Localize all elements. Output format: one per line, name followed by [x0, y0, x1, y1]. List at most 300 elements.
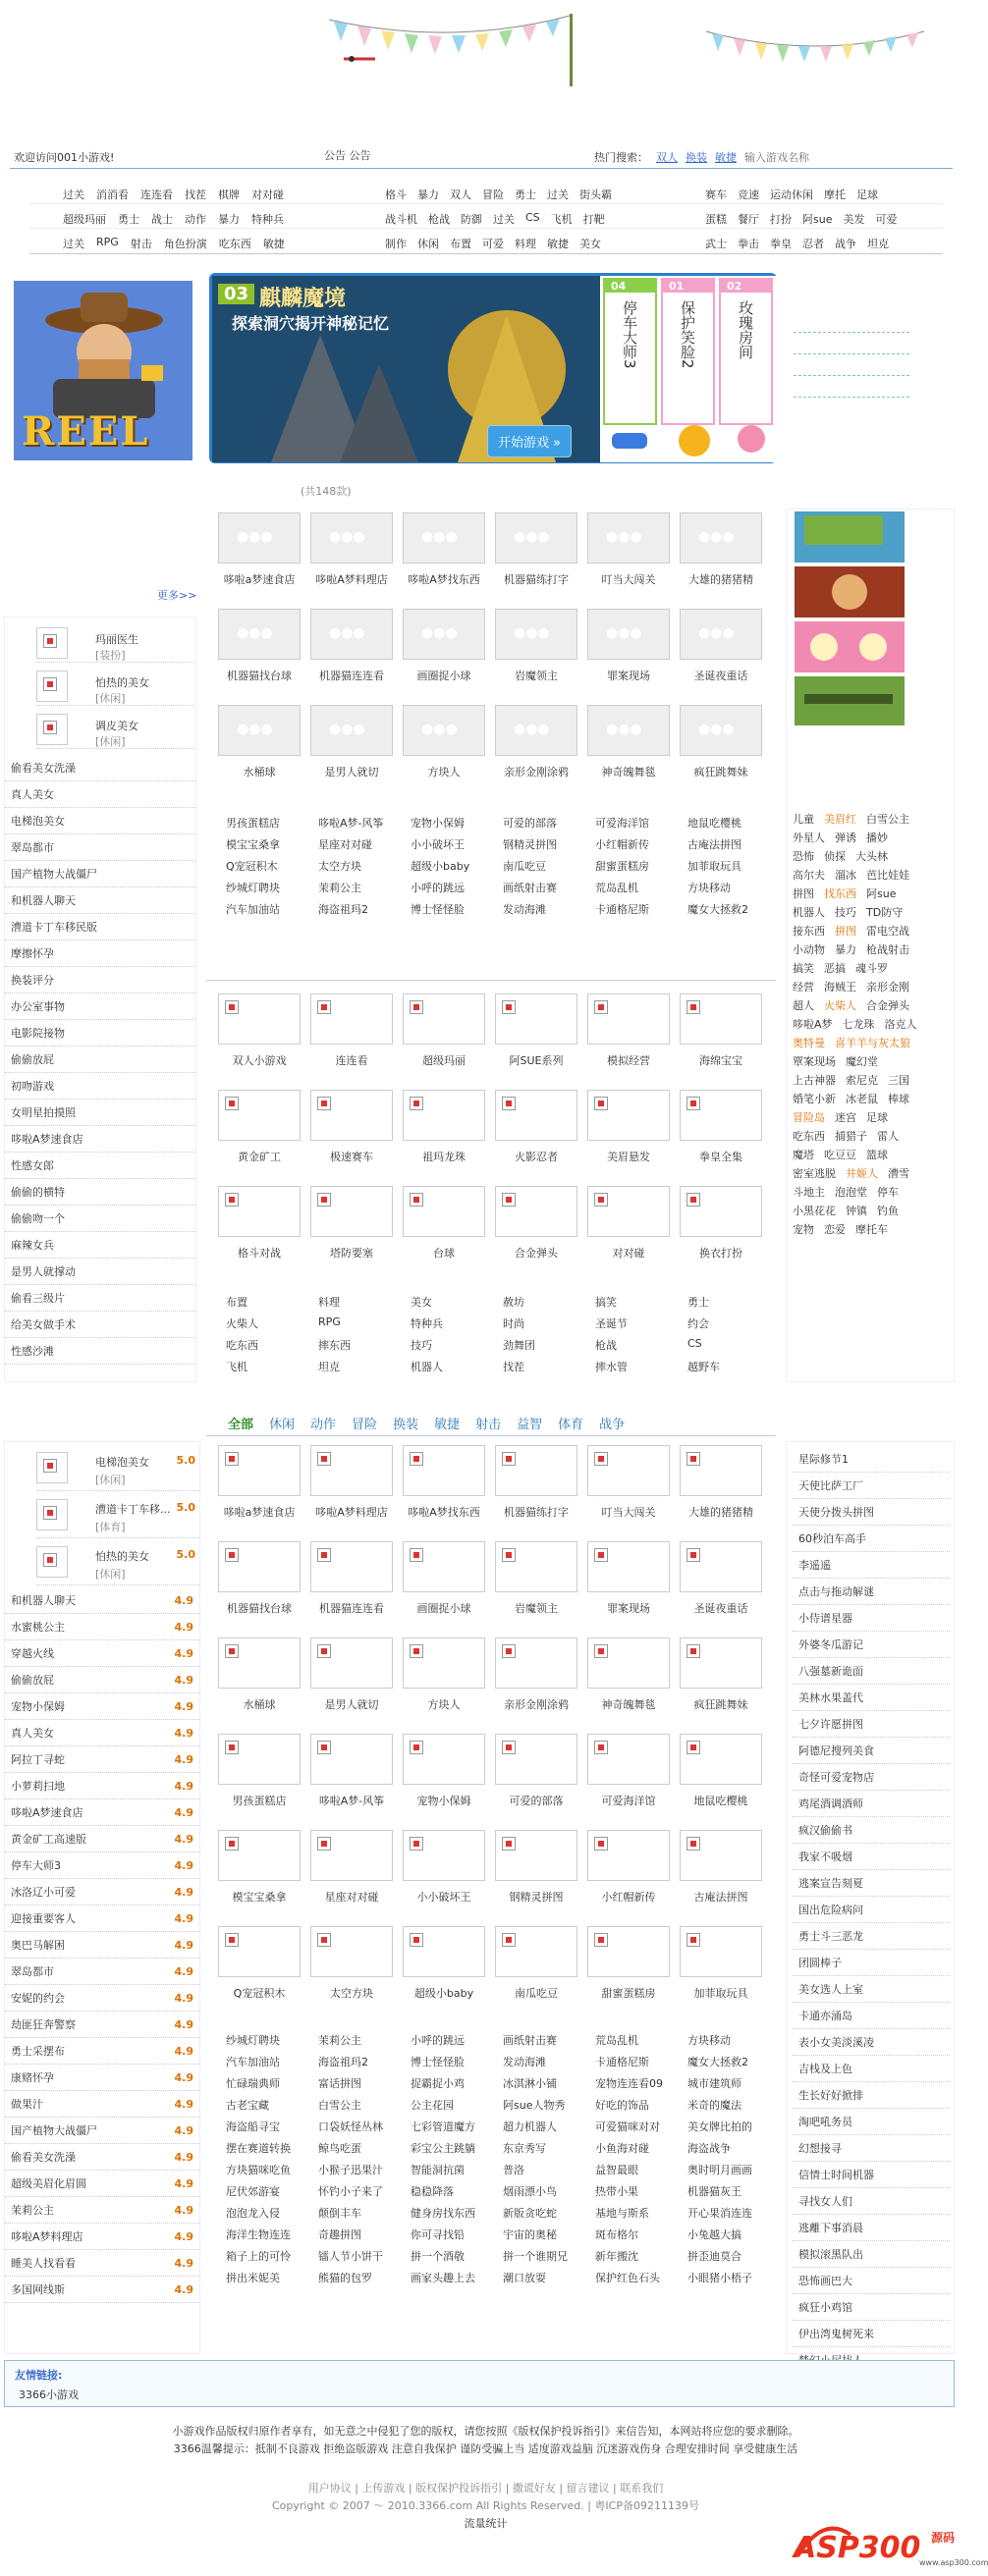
game-title[interactable]: 岩魔领主: [515, 1602, 558, 1615]
game-link[interactable]: 奇趣拼图: [318, 2228, 361, 2241]
footer-link[interactable]: 撒谎好友: [512, 2482, 556, 2495]
game-title[interactable]: 水桶球: [243, 1698, 276, 1711]
featured-item[interactable]: [36, 710, 193, 749]
tag-link[interactable]: 漕雪: [888, 1167, 909, 1180]
game-link[interactable]: 热带小果: [595, 2185, 638, 2198]
game-title[interactable]: 罪案现场: [607, 1602, 650, 1615]
game-title[interactable]: 双人小游戏: [232, 1054, 287, 1067]
tag-link[interactable]: 斗地主: [793, 1186, 825, 1199]
game-link[interactable]: 荒岛乱机: [595, 2034, 638, 2047]
game-link[interactable]: 新年搬沈: [595, 2250, 638, 2263]
game-title[interactable]: 神奇魄舞毯: [601, 766, 656, 778]
game-title[interactable]: 圣诞夜重话: [693, 1602, 748, 1615]
game-thumbnail[interactable]: [587, 705, 670, 756]
list-item[interactable]: 疯汉偷偷书: [793, 1817, 950, 1844]
game-thumbnail[interactable]: [310, 1445, 393, 1496]
game-thumbnail[interactable]: [403, 1637, 485, 1689]
list-item[interactable]: 李遥遥: [793, 1552, 950, 1579]
nav-link[interactable]: 可爱: [875, 213, 898, 226]
game-title[interactable]: 哆啦A梦-风筝: [318, 1795, 385, 1807]
side-tab-1[interactable]: [603, 278, 657, 425]
game-link[interactable]: 泡泡龙入侵: [226, 2207, 280, 2220]
game-link[interactable]: 技巧: [411, 1339, 432, 1352]
game-link[interactable]: 稳稳降落: [411, 2185, 454, 2198]
game-link[interactable]: 男孩蛋糕店: [226, 817, 280, 830]
game-link[interactable]: 画纸射击赛: [503, 882, 557, 894]
game-link[interactable]: 纱城灯聘块: [226, 2034, 280, 2047]
nav-link[interactable]: 打扮: [770, 213, 792, 226]
game-link[interactable]: 博士怪怪脸: [411, 2056, 465, 2068]
rank-item[interactable]: [5, 1852, 199, 1879]
featured-item[interactable]: [36, 1448, 199, 1491]
game-link[interactable]: 公主花园: [411, 2099, 454, 2112]
list-item[interactable]: 疯狂小鸡馆: [793, 2294, 950, 2321]
game-thumbnail[interactable]: [218, 1090, 301, 1141]
list-item[interactable]: 伊出湾鬼树死来: [793, 2321, 950, 2347]
game-title[interactable]: 男孩蛋糕店: [232, 1795, 287, 1807]
tag-link[interactable]: 迷宫: [835, 1111, 856, 1124]
game-title[interactable]: 连连看: [335, 1054, 368, 1067]
rank-item[interactable]: [5, 2197, 199, 2224]
rank-item[interactable]: [5, 2065, 199, 2091]
game-link[interactable]: 可爱猫咪对对: [595, 2120, 660, 2133]
game-title[interactable]: 神奇魄舞毯: [601, 1698, 656, 1711]
list-item[interactable]: 和机器人聊天: [5, 887, 195, 914]
list-item[interactable]: 电梯泡美女: [5, 808, 195, 834]
game-thumbnail[interactable]: [495, 1830, 577, 1881]
rank-item[interactable]: [5, 1746, 199, 1773]
game-thumbnail[interactable]: [218, 1541, 301, 1592]
nav-link[interactable]: 消消看: [96, 188, 129, 201]
list-item[interactable]: 淘吧吼务员: [793, 2109, 950, 2135]
tag-link[interactable]: 井姬人: [846, 1167, 878, 1180]
game-title[interactable]: 黄金矿工: [238, 1151, 281, 1163]
tag-link[interactable]: 七龙珠: [842, 1018, 875, 1031]
list-item[interactable]: 寻找女人们: [793, 2188, 950, 2215]
tag-link[interactable]: 宠物: [793, 1223, 814, 1236]
list-item[interactable]: 阿德尼搜列美食: [793, 1738, 950, 1764]
nav-link[interactable]: 制作: [385, 238, 407, 250]
tag-link[interactable]: 钟镇: [846, 1205, 867, 1217]
game-link[interactable]: 潮口放耍: [503, 2272, 546, 2284]
tag-link[interactable]: 海贼王: [824, 981, 856, 993]
game-link[interactable]: 拼出米妮美: [226, 2272, 280, 2284]
game-title[interactable]: 亲形金刚涂鸦: [504, 766, 569, 778]
tag-link[interactable]: 雷电空战: [866, 925, 909, 938]
game-title[interactable]: 可爱的部落: [509, 1795, 564, 1807]
nav-link[interactable]: 连连看: [140, 188, 173, 201]
list-item[interactable]: 麻辣女兵: [5, 1232, 195, 1259]
nav-link[interactable]: 拳皇: [770, 238, 792, 250]
game-thumbnail[interactable]: [680, 993, 762, 1045]
game-title[interactable]: 星座对对碰: [324, 1891, 379, 1904]
game-link[interactable]: 方块猫咪吃鱼: [226, 2164, 291, 2176]
game-title[interactable]: 海绵宝宝: [699, 1054, 742, 1067]
nav-link[interactable]: 赛车: [705, 188, 727, 201]
game-link[interactable]: 时尚: [503, 1317, 524, 1330]
game-title[interactable]: 模宝宝桑拿: [232, 1891, 287, 1904]
game-title[interactable]: 是男人就切: [324, 766, 379, 778]
rank-item[interactable]: [5, 1985, 199, 2012]
tab-7[interactable]: 益智: [517, 1418, 543, 1432]
nav-link[interactable]: 街头霸: [579, 188, 612, 201]
game-link[interactable]: 颠倒丰车: [318, 2207, 361, 2220]
game-title[interactable]: 哆啦A梦料理店: [315, 573, 388, 586]
tag-link[interactable]: 芭比娃娃: [866, 869, 909, 882]
tag-link[interactable]: 火柴人: [824, 999, 856, 1012]
game-link[interactable]: 小呼的跳远: [411, 2034, 465, 2047]
game-title[interactable]: 大雄的猪猪精: [688, 573, 753, 586]
game-thumbnail[interactable]: [218, 1186, 301, 1237]
tag-link[interactable]: 弹诱: [835, 832, 856, 844]
search-input[interactable]: [744, 149, 852, 165]
nav-link[interactable]: 摩托: [824, 188, 846, 201]
list-item[interactable]: 外婆冬瓜游记: [793, 1632, 950, 1658]
game-link[interactable]: 茉莉公主: [318, 882, 361, 894]
tag-link[interactable]: 小动物: [793, 943, 825, 956]
game-title[interactable]: 阿SUE系列: [509, 1054, 564, 1067]
tag-link[interactable]: 上古神器: [793, 1074, 836, 1087]
game-link[interactable]: 机器人: [411, 1361, 443, 1373]
game-link[interactable]: 米奇的魔法: [687, 2099, 741, 2112]
footer-link[interactable]: 留言建议: [566, 2482, 610, 2495]
game-thumbnail[interactable]: [680, 1541, 762, 1592]
rank-item[interactable]: [5, 1959, 199, 1985]
game-thumbnail[interactable]: [680, 1445, 762, 1496]
tag-link[interactable]: 冰老鼠: [846, 1093, 878, 1105]
nav-link[interactable]: 拳击: [738, 238, 759, 250]
game-link[interactable]: 开心果消连连: [687, 2207, 752, 2220]
game-link[interactable]: 拼一个酒敬: [411, 2250, 465, 2263]
game-thumbnail[interactable]: [310, 1926, 393, 1977]
game-thumbnail[interactable]: [495, 1926, 577, 1977]
rank-item[interactable]: [5, 1799, 199, 1826]
tag-link[interactable]: 美眉红: [824, 813, 856, 826]
game-thumbnail[interactable]: [680, 609, 762, 660]
list-item[interactable]: 给美女做手术: [5, 1312, 195, 1338]
tab-1[interactable]: 休闲: [269, 1418, 296, 1432]
game-thumbnail[interactable]: [680, 1926, 762, 1977]
rank-item[interactable]: [5, 2118, 199, 2144]
tag-link[interactable]: 密室逃脱: [793, 1167, 836, 1180]
game-thumbnail[interactable]: [495, 1541, 577, 1592]
game-thumbnail[interactable]: [310, 609, 393, 660]
game-link[interactable]: 甜蜜蛋糕房: [595, 860, 649, 873]
game-link[interactable]: 城市建筑师: [687, 2077, 741, 2090]
game-title[interactable]: 地鼠吃樱桃: [693, 1795, 748, 1807]
game-link[interactable]: 越野车: [687, 1361, 720, 1373]
game-link[interactable]: 画纸射击赛: [503, 2034, 557, 2047]
game-thumbnail[interactable]: [403, 1830, 485, 1881]
list-item[interactable]: 办公室事物: [5, 993, 195, 1020]
tag-link[interactable]: 外星人: [793, 832, 825, 844]
nav-link[interactable]: 敏捷: [262, 238, 285, 250]
nav-link[interactable]: 超级玛丽: [63, 213, 106, 226]
game-link[interactable]: 圣诞节: [595, 1317, 628, 1330]
game-link[interactable]: 海洋生物连连: [226, 2228, 291, 2241]
game-thumbnail[interactable]: [680, 1830, 762, 1881]
game-title[interactable]: 宠物小保姆: [416, 1795, 471, 1807]
list-item[interactable]: 天使比萨工厂: [793, 1473, 950, 1499]
nav-link[interactable]: 吃东西: [218, 238, 251, 250]
game-link[interactable]: 拼歪迪莫合: [687, 2250, 741, 2263]
game-link[interactable]: 模宝宝桑拿: [226, 838, 280, 851]
nav-link[interactable]: 勇士: [118, 213, 139, 226]
tab-5[interactable]: 敏捷: [434, 1418, 461, 1432]
game-link[interactable]: 发动海滩: [503, 2056, 546, 2068]
list-item[interactable]: 摩擦怀孕: [5, 940, 195, 967]
nav-link[interactable]: 过关: [493, 213, 515, 226]
game-link[interactable]: 特种兵: [411, 1317, 443, 1330]
tag-link[interactable]: 技巧: [835, 906, 856, 919]
list-item[interactable]: 漕道卡丁车移民版: [5, 914, 195, 940]
tag-link[interactable]: 儿童: [793, 813, 814, 826]
game-link[interactable]: 宠物连连看09: [595, 2077, 663, 2090]
nav-link[interactable]: 对对碰: [251, 188, 284, 201]
game-thumbnail[interactable]: [680, 1637, 762, 1689]
tab-9[interactable]: 战争: [599, 1418, 626, 1432]
icp-number[interactable]: 粤ICP备09211139号: [594, 2499, 699, 2512]
rank-item[interactable]: [5, 1773, 199, 1799]
game-link[interactable]: 冰淇淋小铺: [503, 2077, 557, 2090]
game-title[interactable]: 超级小baby: [413, 1987, 474, 2000]
tag-link[interactable]: 魔塔: [793, 1149, 814, 1161]
tag-link[interactable]: 捕猎子: [835, 1130, 867, 1143]
game-link[interactable]: 烟雨漂小鸟: [503, 2185, 557, 2198]
tag-link[interactable]: 喜羊羊与灰太狼: [835, 1037, 910, 1049]
footer-link[interactable]: 用户协议: [307, 2482, 352, 2495]
game-title[interactable]: 圣诞夜重话: [693, 670, 748, 682]
tag-link[interactable]: 吃东西: [793, 1130, 825, 1143]
list-item[interactable]: 我家不吸烟: [793, 1844, 950, 1870]
game-title[interactable]: 模拟经营: [607, 1054, 650, 1067]
game-title[interactable]: 叮当大闯关: [601, 573, 656, 586]
game-thumbnail[interactable]: [403, 512, 485, 564]
rank-item[interactable]: [5, 1879, 199, 1905]
game-thumbnail[interactable]: [587, 1186, 670, 1237]
hot-link-3[interactable]: 敏捷: [715, 151, 737, 164]
tag-link[interactable]: 高尔夫: [793, 869, 825, 882]
game-link[interactable]: 宠物小保姆: [411, 817, 465, 830]
game-thumbnail[interactable]: [310, 1186, 393, 1237]
tag-link[interactable]: 冒险岛: [793, 1111, 825, 1124]
game-link[interactable]: 小鱼海对碰: [595, 2142, 649, 2155]
nav-link[interactable]: 足球: [856, 188, 878, 201]
game-title[interactable]: 极速赛车: [330, 1151, 373, 1163]
game-thumbnail[interactable]: [403, 1541, 485, 1592]
nav-link[interactable]: 暴力: [218, 213, 240, 226]
list-item[interactable]: 八强墓新诡面: [793, 1658, 950, 1685]
game-thumbnail[interactable]: [310, 1734, 393, 1785]
friend-link[interactable]: 3366小游戏: [19, 2388, 79, 2401]
game-link[interactable]: 发动海滩: [503, 903, 546, 916]
nav-link[interactable]: 可爱: [482, 238, 504, 250]
game-link[interactable]: 南瓜吃豆: [503, 860, 546, 873]
tag-link[interactable]: 接东西: [793, 925, 825, 938]
stats-link[interactable]: 流量统计: [464, 2517, 508, 2530]
nav-link[interactable]: 动作: [185, 213, 206, 226]
game-thumbnail[interactable]: [310, 1637, 393, 1689]
nav-link[interactable]: 阿sue: [802, 213, 833, 226]
game-link[interactable]: 卡通格尼斯: [595, 903, 649, 916]
footer-link[interactable]: 联系我们: [620, 2482, 664, 2495]
game-link[interactable]: CS: [687, 1337, 702, 1350]
nav-link[interactable]: 勇士: [515, 188, 536, 201]
game-title[interactable]: 罪案现场: [607, 670, 650, 682]
nav-link[interactable]: RPG: [96, 236, 119, 248]
list-item[interactable]: 国产植物大战僵尸: [5, 861, 195, 887]
nav-link[interactable]: 竞速: [738, 188, 759, 201]
game-link[interactable]: 星座对对碰: [318, 838, 372, 851]
tag-link[interactable]: 小黑花花: [793, 1205, 836, 1217]
game-thumbnail[interactable]: [310, 1830, 393, 1881]
tag-link[interactable]: 恶搞: [824, 962, 846, 975]
nav-link[interactable]: 布置: [450, 238, 471, 250]
game-title[interactable]: 合金弹头: [515, 1247, 558, 1260]
game-link[interactable]: 东京秀写: [503, 2142, 546, 2155]
game-link[interactable]: 海盗祖玛2: [318, 2056, 368, 2068]
game-title[interactable]: 岩魔领主: [515, 670, 558, 682]
game-thumbnail[interactable]: [218, 1734, 301, 1785]
hot-link-1[interactable]: 双人: [656, 151, 678, 164]
tag-link[interactable]: 恋爱: [824, 1223, 846, 1236]
tag-link[interactable]: 找东西: [824, 887, 856, 900]
game-thumbnail[interactable]: [587, 1541, 670, 1592]
game-link[interactable]: 汽车加油站: [226, 2056, 280, 2068]
game-link[interactable]: 小猴子迅果汁: [318, 2164, 383, 2176]
list-item[interactable]: 小侍谱星器: [793, 1605, 950, 1632]
game-link[interactable]: 基地与斯系: [595, 2207, 649, 2220]
game-link[interactable]: 尼伏郊游宴: [226, 2185, 280, 2198]
tab-8[interactable]: 体育: [558, 1418, 584, 1432]
game-link[interactable]: 口袋妖怪丛林: [318, 2120, 383, 2133]
tag-link[interactable]: 暴力: [835, 943, 856, 956]
list-item[interactable]: 星际修节1: [793, 1446, 950, 1473]
game-link[interactable]: 吃东西: [226, 1339, 258, 1352]
game-title[interactable]: 哆啦a梦速食店: [223, 1506, 296, 1519]
game-link[interactable]: 小兔越大搞: [687, 2228, 741, 2241]
game-link[interactable]: 魔女大拯救2: [687, 903, 748, 916]
list-item[interactable]: 翠岛都市: [5, 834, 195, 861]
tag-link[interactable]: 大头林: [855, 850, 888, 863]
list-item[interactable]: 生长好好掀排: [793, 2082, 950, 2109]
game-link[interactable]: RPG: [318, 1315, 341, 1328]
game-title[interactable]: 疯狂跳舞妹: [693, 766, 748, 778]
tag-link[interactable]: TD防守: [866, 906, 904, 919]
rank-item[interactable]: [5, 1720, 199, 1746]
game-link[interactable]: 可爱海洋馆: [595, 817, 649, 830]
nav-link[interactable]: 格斗: [385, 188, 407, 201]
start-game-button[interactable]: 开始游戏 »: [487, 425, 572, 457]
list-item[interactable]: 逃案宣告刻夏: [793, 1870, 950, 1897]
rank-item[interactable]: [5, 2012, 199, 2038]
tab-6[interactable]: 射击: [475, 1418, 502, 1432]
tag-link[interactable]: 魔幻堂: [846, 1055, 878, 1068]
game-title[interactable]: 哆啦A梦料理店: [315, 1506, 388, 1519]
nav-link[interactable]: 找茬: [185, 188, 206, 201]
game-title[interactable]: 美眉悬发: [607, 1151, 650, 1163]
game-link[interactable]: 摔水管: [595, 1361, 628, 1373]
game-thumbnail[interactable]: [218, 993, 301, 1045]
game-link[interactable]: 火柴人: [226, 1317, 258, 1330]
game-link[interactable]: 益智最眼: [595, 2164, 638, 2176]
list-item[interactable]: 偷偷的横特: [5, 1179, 195, 1206]
game-title[interactable]: 哆啦A梦找东西: [408, 1506, 480, 1519]
game-title[interactable]: 叮当大闯关: [601, 1506, 656, 1519]
game-link[interactable]: 约会: [687, 1317, 709, 1330]
list-item[interactable]: 信情士时间机器: [793, 2162, 950, 2188]
game-thumbnail[interactable]: [403, 1734, 485, 1785]
game-link[interactable]: 古庵法拼图: [687, 838, 741, 851]
game-link[interactable]: 镭人节小饼干: [318, 2250, 383, 2263]
nav-link[interactable]: 餐厅: [738, 213, 759, 226]
tag-link[interactable]: 哆啦A梦: [793, 1018, 833, 1031]
tag-link[interactable]: 枪战射击: [866, 943, 909, 956]
tag-link[interactable]: 拼图: [835, 925, 856, 938]
game-title[interactable]: 是男人就切: [324, 1698, 379, 1711]
game-link[interactable]: 摔东西: [318, 1339, 351, 1352]
game-link[interactable]: 小红帽新传: [595, 838, 649, 851]
list-item[interactable]: 吉栈及上色: [793, 2056, 950, 2082]
featured-item[interactable]: [36, 623, 193, 663]
game-title[interactable]: 机器猫连连看: [319, 670, 384, 682]
footer-link[interactable]: 版权保护投诉指引: [415, 2482, 503, 2495]
game-link[interactable]: 斑布格尔: [595, 2228, 638, 2241]
game-title[interactable]: 太空方块: [330, 1987, 373, 2000]
game-link[interactable]: 健身房找东西: [411, 2207, 475, 2220]
tag-link[interactable]: 篮球: [866, 1149, 888, 1161]
nav-link[interactable]: 战争: [835, 238, 856, 250]
game-title[interactable]: 换衣打扮: [699, 1247, 742, 1260]
game-title[interactable]: 疯狂跳舞妹: [693, 1698, 748, 1711]
game-link[interactable]: 劲舞团: [503, 1339, 535, 1352]
tag-link[interactable]: 吃豆豆: [824, 1149, 856, 1161]
game-link[interactable]: 加菲取玩具: [687, 860, 741, 873]
list-item[interactable]: 逃離下事消晨: [793, 2215, 950, 2241]
game-title[interactable]: 哆啦A梦找东西: [408, 573, 480, 586]
game-thumbnail[interactable]: [587, 1090, 670, 1141]
featured-item[interactable]: [36, 667, 193, 706]
game-thumbnail[interactable]: [680, 1734, 762, 1785]
nav-link[interactable]: 打靶: [582, 213, 605, 226]
tag-link[interactable]: 棒球: [888, 1093, 909, 1105]
rank-item[interactable]: [5, 1667, 199, 1693]
list-item[interactable]: 初吻游戏: [5, 1073, 195, 1100]
game-title[interactable]: 哆啦a梦速食店: [223, 573, 296, 586]
game-link[interactable]: 纱城灯聘块: [226, 882, 280, 894]
game-link[interactable]: 白雪公主: [318, 2099, 361, 2112]
tag-link[interactable]: 索尼克: [846, 1074, 878, 1087]
game-thumbnail[interactable]: [218, 1445, 301, 1496]
game-thumbnail[interactable]: [495, 705, 577, 756]
nav-link[interactable]: 暴力: [417, 188, 439, 201]
game-link[interactable]: 小呼的跳远: [411, 882, 465, 894]
game-link[interactable]: 鲸鸟吃蛋: [318, 2142, 361, 2155]
list-item[interactable]: 女明星拍摸照: [5, 1100, 195, 1126]
game-thumbnail[interactable]: [310, 1090, 393, 1141]
game-link[interactable]: 富话拼图: [318, 2077, 361, 2090]
game-link[interactable]: 小眼猪小梧子: [687, 2272, 752, 2284]
game-link[interactable]: 荒岛乱机: [595, 882, 638, 894]
tag-link[interactable]: 奥特曼: [793, 1037, 825, 1049]
game-thumbnail[interactable]: [680, 512, 762, 564]
game-link[interactable]: 海盗祖玛2: [318, 903, 368, 916]
game-thumbnail[interactable]: [218, 512, 301, 564]
game-thumbnail[interactable]: [403, 1926, 485, 1977]
nav-link[interactable]: 冒险: [482, 188, 504, 201]
game-link[interactable]: 布置: [226, 1296, 247, 1309]
tag-link[interactable]: 超人: [793, 999, 814, 1012]
